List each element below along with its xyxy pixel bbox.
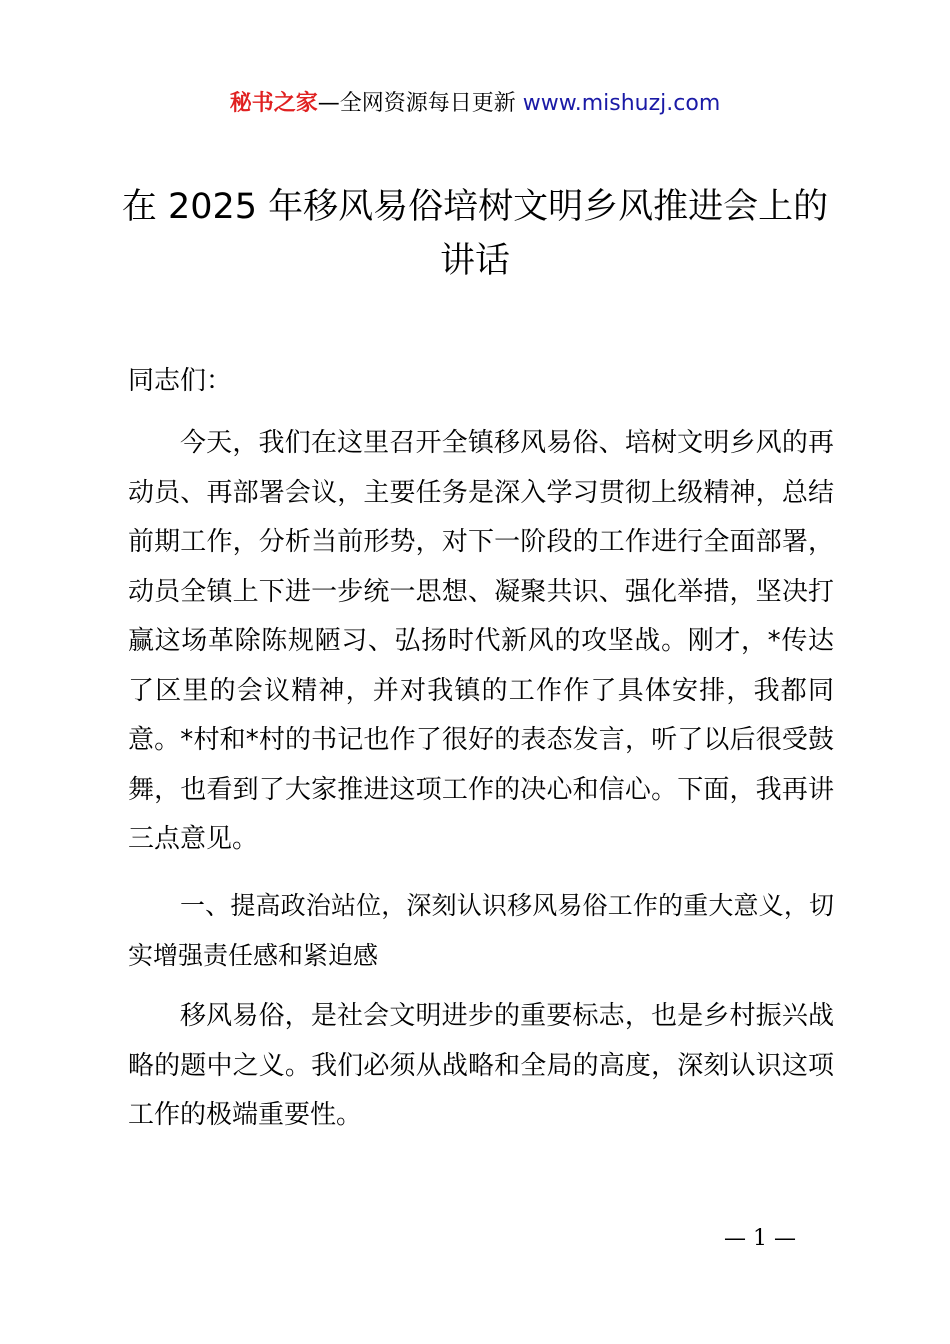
brand-name: 秘书之家 (229, 91, 318, 116)
body-paragraph: 今天，我们在这里召开全镇移风易俗、培树文明乡风的再动员、再部署会议，主要任务是深入学习贯彻上级精神，总结前期工作，分析当前形势，对下一阶段的工作进行全面部署，动员全镇上下进一步统一思想、凝聚共识、强化举措，坚决打赢这场革除陈规陋习、弘扬时代新风的攻坚战。刚才，*传达了区里的会议精神，并对我镇的工作作了具体安排，我都同意。*村和*村的书记也作了很好的表态发言，听了以后很受鼓舞，也看到了大家推进这项工作的决心和信心。下面，我再讲三点意见。 (128, 428, 834, 854)
document-title: 在 2025 年移风易俗培树文明乡风推进会上的讲话 (121, 187, 829, 281)
page-number: — 1 — (724, 1226, 796, 1251)
section-paragraph: 移风易俗，是社会文明进步的重要标志，也是乡村振兴战略的题中之义。我们必须从战略和全局的高度，深刻认识这项工作的极端重要性。 (128, 1001, 834, 1130)
site-url-link[interactable]: www.mishuzj.com (522, 91, 721, 116)
section-heading: 一、提高政治站位，深刻认识移风易俗工作的重大意义，切实增强责任感和紧迫感 (128, 891, 834, 970)
site-header (0, 88, 950, 120)
greeting: 同志们： (128, 366, 233, 396)
header-tagline: —全网资源每日更新 (317, 91, 523, 116)
